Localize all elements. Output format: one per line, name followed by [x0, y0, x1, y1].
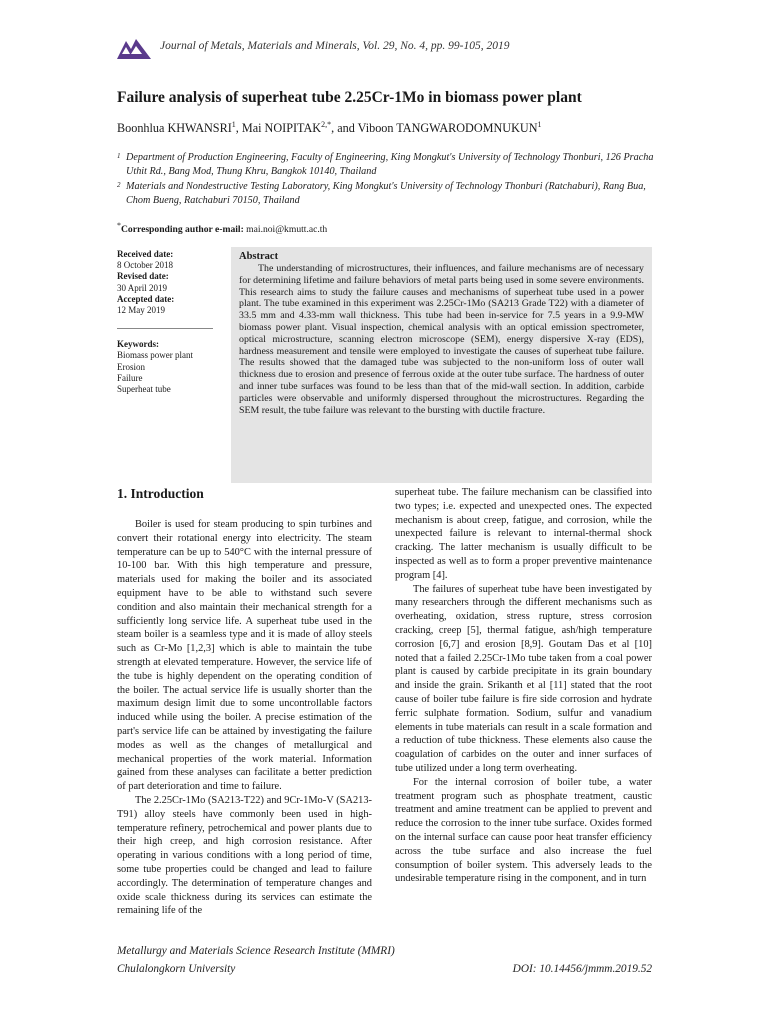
affiliation-text: Department of Production Engineering, Faculty of Engineering, King Mongkut's University of Technology Thonburi, 126 Pracha Uthit Rd., Bang Mod, Thung Khru, Bangkok 10140, Thailand [126, 152, 654, 178]
right-column [395, 486, 652, 886]
journal-header [117, 37, 757, 59]
paragraph: Boiler is used for steam producing to spin turbines and convert their rotational energy into electricity. The steam temperature can be up to 540°C with the internal pressure of 10-100 bar. With this high temperature and pressure, materials used for making the boiler and its associated equipment have to be able to withstand such severe condition and also maintain their mechanical strength for a sufficiently long service life. A superheat tube used in the steam boiler is a seamless type and it is made of alloy steels such as Cr-Mo [1,2,3] which is able to maintain the tube strength at elevated temperature. However, the service life of the tube is highly dependent on the operating condition of the boiler. The actual service life is usually shorter than the maximum design limit due to some uncontrollable factors induced while using the boiler. A precise estimation of the part's service life can be attained by investigating the failure modes as well as the changes of metallurgical and mechanical properties of the work material. Information gained from these analyses can facilitate a better prediction of part deterioration and time to failure. [117, 519, 372, 793]
doi-link[interactable]: DOI: 10.14456/jmmm.2019.52 [512, 963, 652, 975]
author-name: Viboon TANGWARODOMNUKUN [357, 121, 538, 136]
corresponding-author [117, 221, 327, 235]
author-name: Boonhlua KHWANSRI [117, 121, 232, 136]
publisher-university: Chulalongkorn University [117, 963, 236, 975]
affiliation-number: 1 [117, 152, 121, 160]
received-label: Received date: [117, 249, 174, 259]
accepted-date: 12 May 2019 [117, 305, 165, 316]
affiliation-number: 2 [117, 181, 121, 189]
section-heading: 1. Introduction [117, 486, 204, 501]
affiliation-text: Materials and Nondestructive Testing Laboratory, King Mongkut's University of Technology Thonburi (Ratchaburi), Rang Bua, Chom Bueng, Ratchaburi 70150, Thailand [126, 181, 646, 207]
author-affil-mark: 1 [537, 120, 542, 129]
publisher-name: Metallurgy and Materials Science Research Institute (MMRI) [117, 945, 395, 957]
page-footer [117, 945, 652, 979]
accepted-label: Accepted date: [117, 293, 175, 304]
author-affil-mark: 2,* [321, 120, 332, 129]
paragraph: The 2.25Cr-1Mo (SA213-T22) and 9Cr-1Mo-V (SA213-T91) alloy steels have commonly been used in high-temperature refinery, petrochemical and power plants due to their high creep, and high corrosion resistance. After operating in various conditions with a long period of time, some tube properties could be changed and lead to failure accordingly. The determination of temperature changes and oxide scale thickness during its services can estimate the remaining life of the [117, 794, 372, 917]
paragraph: superheat tube. The failure mechanism can be classified into two types; i.e. expected and unexpected ones. The expected mechanism is about creep, fatigue, and corrosion, while the unexpected failure is relevant to internal-thermal shock cracking. The latter mechanism is usually difficult to be inspected as well as to form a proper preventive maintenance program [4]. [395, 487, 652, 581]
corresponding-label: Corresponding author e-mail: [121, 224, 244, 236]
abstract-text: The understanding of microstructures, their influences, and failure mechanisms are of necessary for determining lifetime and failure behaviors of metal parts being used in some severe environments. This research aims to study the failure causes and mechanisms of superheat tube used in a power plant. The tube examined in this experiment was 2.25Cr-1Mo (SA213 Grade T22) with a diameter of 33.5 mm and 4.33-mm wall thickness. This tube had been in-service for 7.5 years in a 9.9-MW biomass power plant. Visual inspection, chemical analysis with an optical emission spectrometer, optical microstructure, scanning electron microscope (SEM), energy dispersive X-ray (EDS), hardness measurement and tensile were employed to investigate the causes of superheat tube failure. The results showed that the damaged tube was subjected to the non-uniform loss of outer wall thickness due to erosion and presence of ferrous oxide at the outer tube surface. The hardness of outer and inner tube surfaces was found to be less than that of the mid-wall section. In addition, carbide particles were observable and uniformly dispersed throughout the microstructures. Regarding the SEM result, the tube failure was relevant to the bursting with ductile fracture. [239, 263, 644, 416]
left-column [117, 518, 372, 918]
author-separator: , [235, 121, 242, 136]
author-list [117, 120, 717, 136]
corresponding-email[interactable]: mai.noi@kmutt.ac.th [243, 224, 328, 236]
abstract-box [231, 247, 652, 483]
keyword: Superheat tube [117, 384, 171, 395]
keywords-label: Keywords: [117, 339, 159, 350]
article-info-sidebar [117, 249, 213, 395]
author-affil-mark: 1 [231, 120, 236, 129]
paragraph: For the internal corrosion of boiler tube, a water treatment program such as phosphate treatment, caustic treatment and amine treatment can be applied to prevent and reduce the corrosion to the inner tube surface. Oxides formed on the internal surface can cause poor heat transfer efficiency across the tube surface and also increase the fuel consumption of boiler system. This adversely leads to the undesirable temperature rising in the component, and in turn [395, 776, 652, 885]
author-separator: , and [331, 121, 358, 136]
revised-label: Revised date: [117, 271, 169, 282]
sidebar-divider [117, 328, 213, 329]
mountain-logo-icon [117, 37, 151, 59]
paper-title: Failure analysis of superheat tube 2.25Cr-1Mo in biomass power plant [117, 89, 582, 106]
revised-date: 30 April 2019 [117, 282, 168, 293]
keyword: Failure [117, 372, 143, 383]
affiliation [117, 180, 657, 208]
abstract-heading: Abstract [239, 251, 279, 262]
received-date: 8 October 2018 [117, 260, 173, 271]
paragraph: The failures of superheat tube have been investigated by many researchers through the different mechanisms such as overheating, oxidation, stress rupture, stress corrosion cracking, creep [5], thermal fatigue, ash/high temperature corrosion [6,7] and erosion [8,9]. Goutam Das et al [10] noted that a failed 2.25Cr-1Mo tube taken from a coal power plant is caused by carbide precipitate in its grain boundary and inside the grain. Srikanth et al [11] stated that the root cause of boiler tube failure is fire side corrosion and hydrate ferric sulphate formation. Sodium, sulfur and vanadium elements in tube materials can result in a scale formation and a reduction of tube thickness. These elements also cause the coagulation of carbides on the outer and inner surfaces of tube utilized under a long term overheating. [395, 583, 652, 774]
keyword: Biomass power plant [117, 350, 193, 361]
corresponding-mark: * [117, 221, 121, 230]
author-name: Mai NOIPITAK [241, 121, 322, 136]
journal-citation: Journal of Metals, Materials and Minerals, Vol. 29, No. 4, pp. 99-105, 2019 [160, 40, 510, 52]
affiliation [117, 151, 657, 179]
keyword: Erosion [117, 361, 145, 372]
